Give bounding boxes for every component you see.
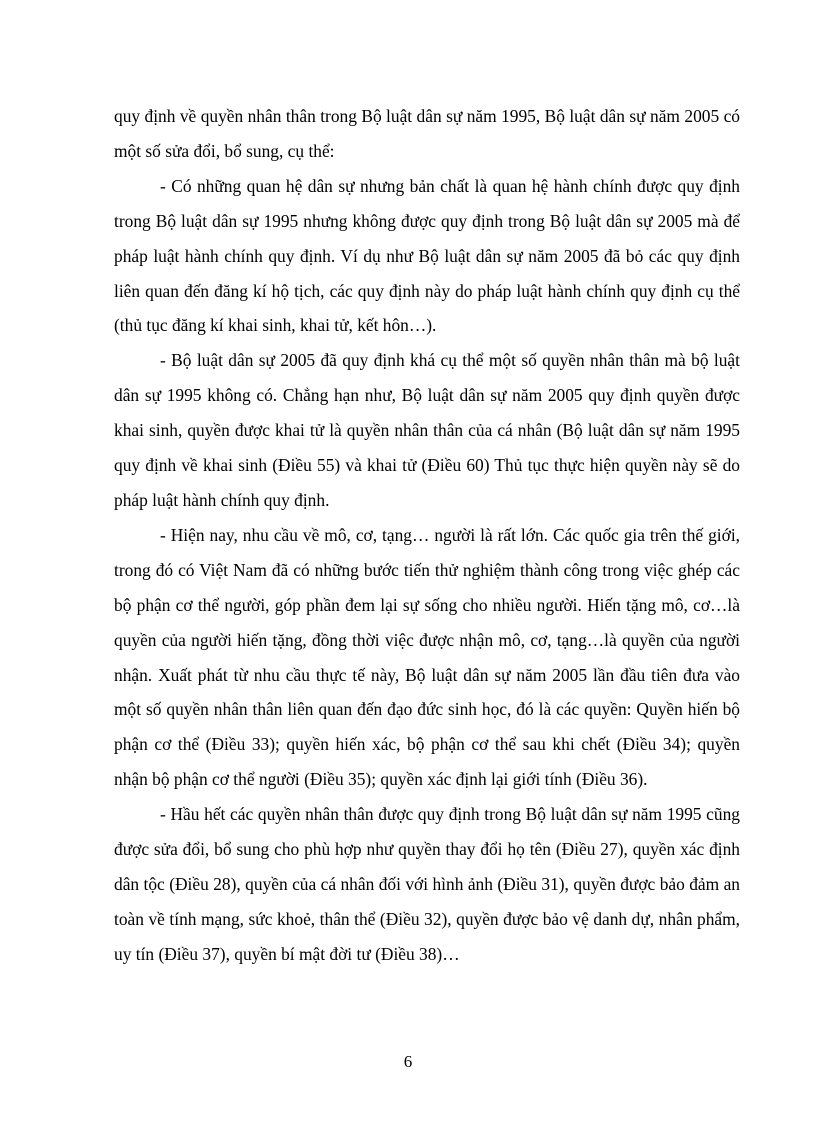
paragraph-amended-rights: - Hầu hết các quyền nhân thân được quy định trong Bộ luật dân sự năm 1995 cũng được sửa đổi, bổ sung cho phù hợp như quyền thay đổi họ tên (Điều 27), quyền xác định dân tộc (Điều 28), quyền của cá nhân đối với hình ảnh (Điều 31), quyền được bảo đảm an toàn về tính mạng, sức khoẻ, thân thể (Điều 32), quyền được bảo vệ danh dự, nhân phẩm, uy tín (Điều 37), quyền bí mật đời tư (Điều 38)… [114, 804, 740, 964]
paragraph-organ-donation: - Hiện nay, nhu cầu về mô, cơ, tạng… người là rất lớn. Các quốc gia trên thế giới, trong đó có Việt Nam đã có những bước tiến thử nghiệm thành công trong việc ghép các bộ phận cơ thể người, góp phần đem lại sự sống cho nhiều người. Hiến tặng mô, cơ…là quyền của người hiến tặng, đồng thời việc được nhận mô, cơ, tạng…là quyền của người nhận. Xuất phát từ nhu cầu thực tế này, Bộ luật dân sự năm 2005 lần đầu tiên đưa vào một số quyền nhân thân liên quan đến đạo đức sinh học, đó là các quyền: Quyền hiến bộ phận cơ thể (Điều 33); quyền hiến xác, bộ phận cơ thể sau khi chết (Điều 34); quyền nhận bộ phận cơ thể người (Điều 35); quyền xác định lại giới tính (Điều 36). [114, 524, 740, 790]
paragraph-continuation: quy định về quyền nhân thân trong Bộ luật dân sự năm 1995, Bộ luật dân sự năm 2005 có một số sửa đổi, bổ sung, cụ thể: [114, 106, 740, 161]
paragraph-birth-death-rights: - Bộ luật dân sự 2005 đã quy định khá cụ thể một số quyền nhân thân mà bộ luật dân sự 1995 không có. Chẳng hạn như, Bộ luật dân sự năm 2005 quy định quyền được khai sinh, quyền được khai tử là quyền nhân thân của cá nhân (Bộ luật dân sự năm 1995 quy định về khai sinh (Điều 55) và khai tử (Điều 60) Thủ tục thực hiện quyền này sẽ do pháp luật hành chính quy định. [114, 350, 740, 510]
paragraph-administrative-relations: - Có những quan hệ dân sự nhưng bản chất là quan hệ hành chính được quy định trong Bộ luật dân sự 1995 nhưng không được quy định trong Bộ luật dân sự 2005 mà để pháp luật hành chính quy định. Ví dụ như Bộ luật dân sự năm 2005 đã bỏ các quy định liên quan đến đăng kí hộ tịch, các quy định này do pháp luật hành chính quy định cụ thể (thủ tục đăng kí khai sinh, khai tử, kết hôn…). [114, 175, 740, 336]
page-number: 6 [403, 1052, 413, 1071]
document-body [114, 99, 740, 972]
